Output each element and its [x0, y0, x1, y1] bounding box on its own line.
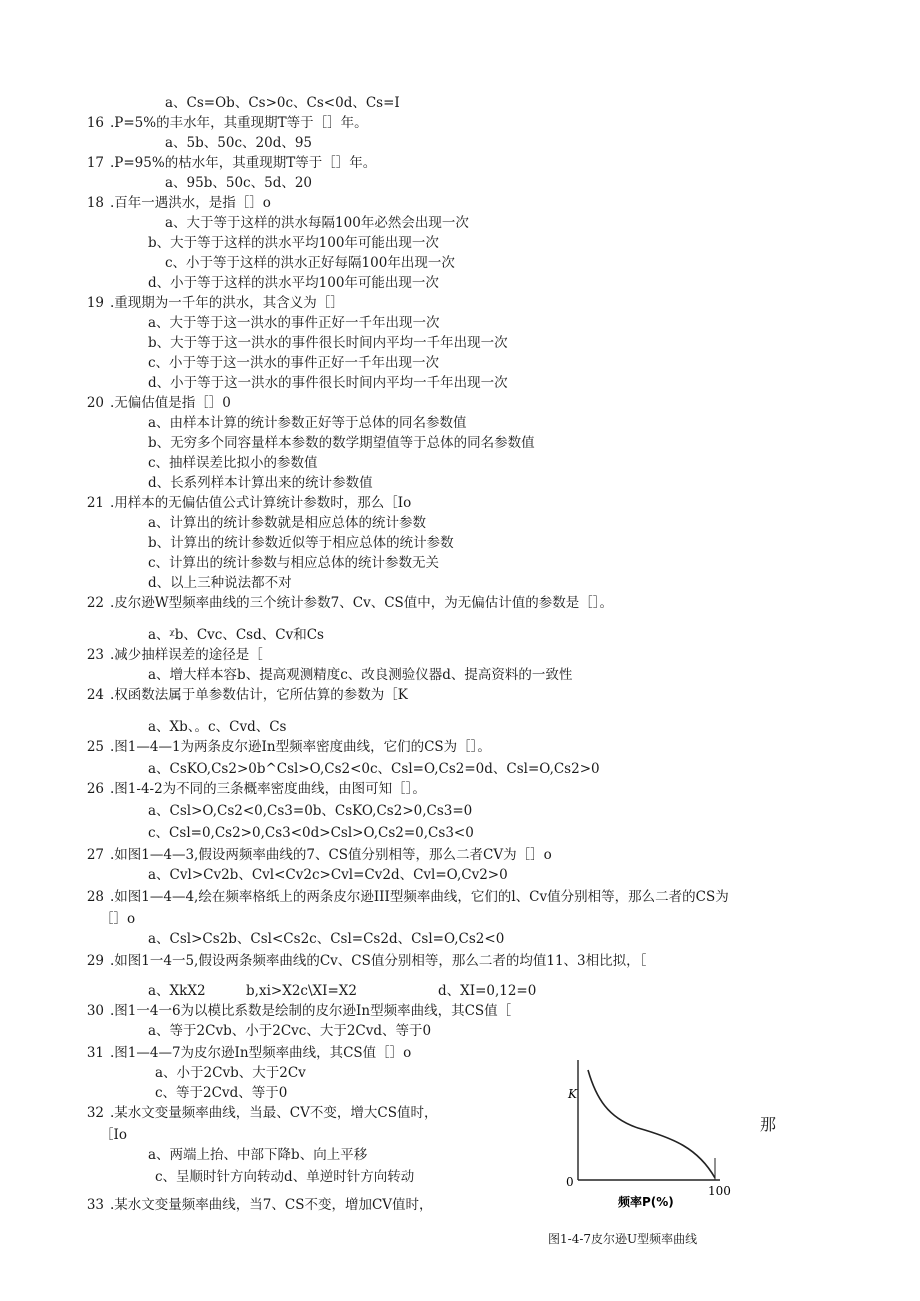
line-text: .如图1一4一5,假设两条频率曲线的Cv、CS值分别相等，那么二者的均值11、3相比拟，［: [110, 953, 647, 969]
option-line: [148, 354, 439, 372]
question-line: [70, 114, 368, 132]
line-text: d、小于等于这一洪水的事件很长时间内平均一千年出现一次: [148, 375, 508, 391]
origin-label: 0: [566, 1175, 574, 1189]
line-text: b、计算出的统计参数近似等于相应总体的统计参数: [148, 535, 454, 551]
line-text: ［Io: [100, 1127, 127, 1143]
line-text: .重现期为一千年的洪水，其含义为［］: [110, 295, 344, 311]
option-line: [148, 474, 373, 492]
question-line: [70, 194, 271, 212]
line-text: .图1-4-2为不同的三条概率密度曲线，由图可知［］。: [110, 781, 426, 797]
question-line: [70, 846, 552, 864]
line-text: .如图1—4—4,绘在频率格纸上的两条皮尔逊III型频率曲线，它们的l、Cv值分别相等，那么二者的CS为: [110, 889, 729, 905]
line-text: .减少抽样误差的途径是［: [110, 647, 263, 663]
option-line: [148, 666, 572, 684]
frequency-curve-svg: [548, 1058, 748, 1208]
line-text: .图1一4一6为以模比系数是绘制的皮尔逊In型频率曲线，其CS值［: [110, 1003, 512, 1019]
question-number: 31: [86, 1045, 104, 1061]
option-line: [155, 1064, 306, 1082]
option-line: [148, 554, 439, 572]
side-text: 那: [760, 1115, 777, 1134]
option-line: [148, 234, 439, 252]
line-text: ［］o: [100, 911, 136, 927]
question-line: [70, 394, 231, 412]
option-line: [148, 866, 508, 884]
line-text: .P=95%的枯水年，其重现期T等于［］年。: [110, 155, 377, 171]
line-text: d、小于等于这样的洪水平均100年可能出现一次: [148, 275, 439, 291]
question-number: 28: [86, 889, 104, 905]
option-line: [148, 514, 426, 532]
line-text: a、CsKO,Cs2>0b^Csl>O,Cs2<0c、Csl=O,Cs2=0d、Csl=O,Cs2>0: [148, 761, 600, 777]
question-number: 33: [86, 1197, 104, 1213]
line-text: a、5b、50c、20d、95: [165, 135, 313, 151]
line-text: .百年一遇洪水，是指［］o: [110, 195, 271, 211]
question-line: [70, 294, 344, 312]
question-line: [70, 1196, 433, 1214]
line-text: .某水文变量频率曲线，当最、CV不变，增大CS值时，: [110, 1105, 438, 1121]
option-line: [165, 254, 455, 272]
option-line: [165, 134, 312, 152]
line-text: a、XkX2 b,xi>X2c\XI=X2 d、XI=0,12=0: [148, 983, 537, 999]
frequency-curve: [588, 1070, 715, 1178]
line-text: a、ᵡb、Cvc、Csd、Cv和Cs: [148, 627, 324, 643]
option-line: [148, 1022, 431, 1040]
question-number: 32: [86, 1105, 104, 1121]
question-line: [70, 686, 408, 704]
line-text: a、小于2Cvb、大于2Cv: [155, 1065, 306, 1081]
option-line: [148, 760, 600, 778]
question-number: 21: [86, 495, 104, 511]
question-number: 29: [86, 953, 104, 969]
x-end-label: 100: [708, 1184, 731, 1198]
line-text: .图1—4—7为皮尔逊In型频率曲线，其CS值［］o: [110, 1045, 412, 1061]
line-text: a、Csl>O,Cs2<0,Cs3=0b、CsKO,Cs2>0,Cs3=0: [148, 803, 473, 819]
line-text: c、抽样误差比拟小的参数值: [148, 455, 318, 471]
line-text: c、等于2Cvd、等于0: [155, 1085, 288, 1101]
line-text: .某水文变量频率曲线，当7、CS不变，增加CV值时，: [110, 1197, 433, 1213]
question-number: 25: [86, 739, 104, 755]
question-line: [70, 594, 613, 612]
option-line: [148, 802, 472, 820]
option-line: [148, 626, 324, 644]
line-text: .P=5%的丰水年，其重现期T等于［］年。: [110, 115, 368, 131]
option-line: [148, 414, 467, 432]
question-line: [70, 1104, 437, 1122]
question-line: [70, 154, 376, 172]
option-line: [148, 314, 440, 332]
line-text: a、两端上抬、中部下降b、向上平移: [148, 1147, 368, 1163]
line-text: c、小于等于这样的洪水正好每隔100年出现一次: [165, 255, 455, 271]
option-line: [165, 214, 469, 232]
question-line: [70, 1002, 511, 1020]
question-line: [70, 1044, 411, 1062]
question-number: 26: [86, 781, 104, 797]
question-number: 30: [86, 1003, 104, 1019]
question-line: [70, 738, 491, 756]
line-text: b、无穷多个同容量样本参数的数学期望值等于总体的同名参数值: [148, 435, 535, 451]
line-text: a、大于等于这一洪水的事件正好一千年出现一次: [148, 315, 440, 331]
option-line: [165, 174, 312, 192]
question-number: 23: [86, 647, 104, 663]
question-line: [70, 780, 426, 798]
option-line: [100, 1126, 127, 1144]
line-text: a、计算出的统计参数就是相应总体的统计参数: [148, 515, 427, 531]
line-text: .图1—4—1为两条皮尔逊In型频率密度曲线，它们的CS为［］。: [110, 739, 491, 755]
line-text: a、增大样本容b、提高观测精度c、改良测验仪器d、提高资料的一致性: [148, 667, 573, 683]
line-text: b、大于等于这样的洪水平均100年可能出现一次: [148, 235, 439, 251]
option-line: [148, 334, 508, 352]
line-text: a、Cs=Ob、Cs>0c、Cs<0d、Cs=I: [165, 95, 400, 111]
line-text: .用样本的无偏估值公式计算统计参数时，那么［Io: [110, 495, 412, 511]
question-number: 17: [86, 155, 104, 171]
option-line: [155, 1168, 414, 1186]
question-line: [70, 888, 729, 906]
question-number: 27: [86, 847, 104, 863]
option-line: [148, 374, 508, 392]
line-text: a、Xb、。c、Cvd、Cs: [148, 719, 287, 735]
line-text: a、大于等于这样的洪水每隔100年必然会出现一次: [165, 215, 469, 231]
option-line: [155, 1084, 287, 1102]
question-number: 19: [86, 295, 104, 311]
line-text: a、Csl>Cs2b、Csl<Cs2c、Csl=Cs2d、Csl=O,Cs2<0: [148, 931, 505, 947]
question-line: [70, 494, 411, 512]
line-text: c、计算出的统计参数与相应总体的统计参数无关: [148, 555, 440, 571]
frequency-curve-figure: [548, 1058, 748, 1208]
question-number: 16: [86, 115, 104, 131]
option-line: [148, 982, 536, 1000]
line-text: .皮尔逊W型频率曲线的三个统计参数7、Cv、CS值中，为无偏估计值的参数是［］。: [110, 595, 614, 611]
line-text: c、小于等于这一洪水的事件正好一千年出现一次: [148, 355, 440, 371]
option-line: [148, 718, 286, 736]
line-text: c、呈顺时针方向转动d、单逆时针方向转动: [155, 1169, 415, 1185]
x-axis-label: 频率P(%): [618, 1195, 674, 1208]
line-text: a、等于2Cvb、小于2Cvc、大于2Cvd、等于0: [148, 1023, 432, 1039]
line-text: a、95b、50c、5d、20: [165, 175, 313, 191]
option-line: [148, 574, 292, 592]
option-line: [148, 824, 474, 842]
line-text: d、以上三种说法都不对: [148, 575, 292, 591]
question-number: 24: [86, 687, 104, 703]
question-line: [70, 952, 646, 970]
figure-caption: 图1-4-7皮尔逊U型频率曲线: [548, 1232, 698, 1246]
option-line: [148, 1146, 367, 1164]
option-line: [148, 434, 535, 452]
question-number: 20: [86, 395, 104, 411]
option-line: [165, 94, 400, 112]
option-line: [100, 910, 135, 928]
line-text: a、由样本计算的统计参数正好等于总体的同名参数值: [148, 415, 467, 431]
line-text: .如图1—4—3,假设两频率曲线的7、CS值分别相等，那么二者CV为［］o: [110, 847, 552, 863]
option-line: [148, 930, 504, 948]
line-text: .权函数法属于单参数估计，它所估算的参数为［K: [110, 687, 408, 703]
option-line: [148, 534, 454, 552]
y-axis-label: K: [568, 1087, 577, 1101]
line-text: b、大于等于这一洪水的事件很长时间内平均一千年出现一次: [148, 335, 508, 351]
line-text: a、Cvl>Cv2b、Cvl<Cv2c>Cvl=Cv2d、Cvl=O,Cv2>0: [148, 867, 508, 883]
line-text: c、Csl=0,Cs2>0,Cs3<0d>Csl>O,Cs2=0,Cs3<0: [148, 825, 474, 841]
line-text: d、长系列样本计算出来的统计参数值: [148, 475, 373, 491]
line-text: .无偏估值是指［］0: [110, 395, 231, 411]
option-line: [148, 454, 318, 472]
question-number: 22: [86, 595, 104, 611]
question-number: 18: [86, 195, 104, 211]
option-line: [148, 274, 439, 292]
question-line: [70, 646, 263, 664]
